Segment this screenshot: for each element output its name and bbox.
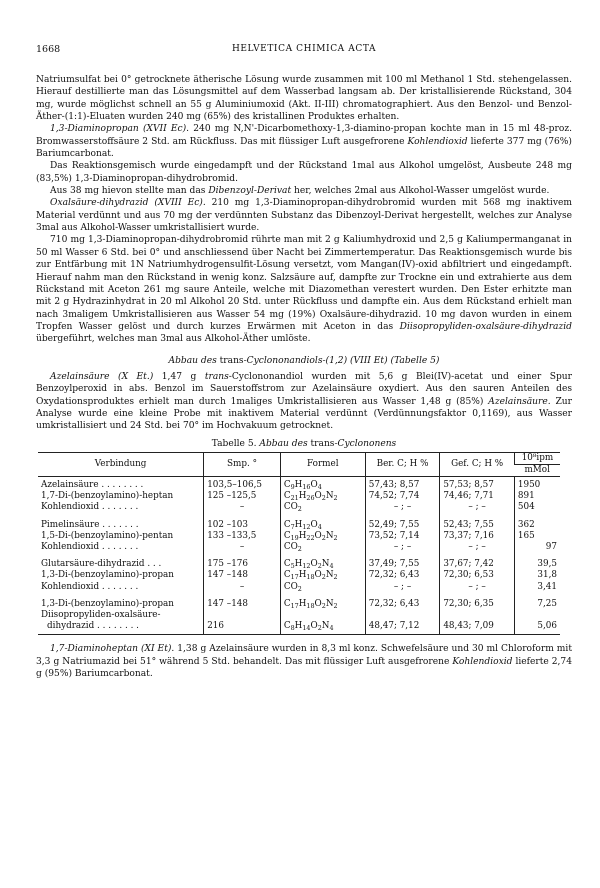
formula: $C_7H_{12}O_4$ [280, 514, 365, 531]
page-number: 1668 [36, 44, 61, 55]
compound-title: 1,3-Diaminopropan [50, 124, 139, 135]
header-gef: Gef. C; H % [440, 452, 515, 476]
table-caption: Tabelle 5. Abbau des trans-Cyclononens [211, 438, 397, 449]
header-mmol: mMol [514, 464, 560, 476]
paragraph-diaminopropan: 1,3-Diaminopropan (XVII Ec). 240 mg N,N'-Dicarbomethoxy-1,3-diamino-propan kochte man in 15 ml 48-proz. Bromwasserstoffsäure 2 Std. am Rückfluss. Das mit flüssiger Luft ausgefrorene Kohlendioxid lieferte 377 mg (76%) Bariumcarbonat. [36, 124, 572, 160]
header-formel: Formel [280, 452, 365, 476]
journal-title: HELVETICA CHIMICA ACTA [231, 44, 377, 54]
paragraph-reaktionsgemisch: Das Reaktionsgemisch wurde eingedampft und der Rückstand 1mal aus Alkohol umgelöst, Ausbeute 248 mg (83,5%) 1,3-Diaminopropan-dihydrobromid. [36, 161, 572, 184]
table-row: Kohlendioxid . . . . . . . – $CO_2$ – ; – – ; – 504 [38, 502, 560, 513]
paragraph-oxalsaeure: Oxalsäure-dihydrazid (XVIII Ec). 210 mg 1,3-Diaminopropan-dihydrobromid wurden mit 568 mg inaktivem Material verdünnt und aus 70 mg der verdünnten Substanz das Dibenzoyl-Derivat hergestellt, welches zur Analyse 3mal aus Alkohol-Wasser umkristallisiert wurde. [36, 198, 572, 234]
table-row: Kohlendioxid . . . . . . . – $CO_2$ – ; – – ; – 3,41 [38, 582, 560, 593]
compound-title: 1,7-Diaminoheptan [50, 644, 139, 655]
compound-title: Azelainsäure [50, 371, 110, 382]
table-row: Pimelinsäure . . . . . . . 102 –103 $C_7H_{12}O_4$ 52,49; 7,55 52,43; 7,55 362 [38, 514, 560, 531]
formula: $C_{17}H_{18}O_2N_2$ [280, 593, 365, 610]
paragraph-diaminoheptan: 1,7-Diaminoheptan (XI Et). 1,38 g Azelainsäure wurden in 8,3 ml konz. Schwefelsäure und 30 ml Chloroform mit 3,3 g Natriumazid bei 51° während 5 Std. behandelt. Das mit flüssiger Luft ausgefrorene Kohlendioxid lieferte 2,74 g (95%) Bariumcarbonat. [36, 644, 572, 680]
formula: $C_9H_{16}O_4$ [280, 477, 365, 492]
formula: $C_{19}H_{22}O_2N_2$ [280, 531, 365, 542]
paragraph-natriumsulfat: Natriumsulfat bei 0° getrocknete ätherische Lösung wurde zusammen mit 100 ml Methanol 1 Std. stehengelassen. Hierauf destillierte man das Lösungsmittel auf dem Wasserbad langsam ab. Der kristallisierende Rückstand, 304 mg, wurde möglichst schnell an 55 g Aluminiumoxid (Akt. II-III) chromatographiert. Aus den Benzol- und Benzol-Äther-(1:1)-Eluaten wurden 240 mg (65%) des kristallinen Produktes erhalten. [36, 75, 572, 123]
formula: $C_{21}H_{26}O_2N_2$ [280, 491, 365, 502]
section-heading: Abbau des trans-Cyclononandiols-(1,2) (VIII Et) (Tabelle 5) [168, 355, 440, 366]
paragraph-azelainsaeure: Azelainsäure (X Et.) 1,47 g trans-Cyclononandiol wurden mit 5,6 g Blei(IV)-acetat und einer Spur Benzoylperoxid in abs. Benzol im Sauerstoffstrom zur Azelainsäure oxydiert. Aus den sauren Anteilen des Oxydationsproduktes erhielt man durch 1maliges Umkristallisieren aus Wasser 1,48 g (85%) Azelainsäure. Zur Analyse wurde eine kleine Probe mit inaktivem Material verdünnt (Verdünnungsfaktor 0,1169), aus Wasser umkristallisiert und 24 Std. bei 70° im Hochvakuum getrocknet. [36, 371, 572, 432]
paragraph-710mg: 710 mg 1,3-Diaminopropan-dihydrobromid rührte man mit 2 g Kaliumhydroxid und 2,5 g Kaliumpermanganat in 50 ml Wasser 6 Std. bei 0° und anschliessend über Nacht bei Zimmertemperatur. Das Reaktionsgemisch wurde bis zur Entfärbung mit 1N Natriumhydrogensulfit-Lösung versetzt, vom Mangan(IV)-oxid abfiltriert und eingedampft. Hierauf nahm man den Rückstand in wenig konz. Salzsäure auf, dampfte zur Trockne ein und extrahierte aus dem Rückstand mit Aceton 261 mg saure Anteile, welche mit Diazomethan verestert wurden. Den Ester erhitzte man mit 2 g Hydrazinhydrat in 20 ml Alkohol 20 Std. unter Rückfluss und dampfte ein. Aus dem Rückstand erhielt man nach 3maligem Umkristallisieren aus Wasser 54 mg (19%) Oxalsäure-dihydrazid. 10 mg davon wurden in einem Tropfen Wasser gelöst und durch kurzes Erwärmen mit Aceton in das Diisopropyliden-oxalsäure-dihydrazid übergeführt, welches man 3mal aus Alkohol-Äther umlöste. [36, 235, 572, 345]
data-table [38, 452, 560, 636]
compound-ref: (XI Et). [140, 644, 175, 655]
formula: $C_{17}H_{18}O_2N_2$ [280, 570, 365, 581]
table-row: Diisopropyliden-oxalsäure- dihydrazid . . . . . . . . 216 $C_8H_{14}O_2N_4$ 48,47; 7,12 48,43; 7,09 5,06 [38, 610, 560, 635]
compound-ref: (XVIII Ec). [154, 198, 206, 209]
compound-ref: (XVII Ec). [142, 124, 190, 135]
compound-ref: (X Et.) [118, 371, 154, 382]
table-row: 1,7-Di-(benzoylamino)-heptan 125 –125,5 $C_{21}H_{26}O_2N_2$ 74,52; 7,74 74,46; 7,71 891 [38, 491, 560, 502]
formula: $CO_2$ [280, 542, 365, 553]
table-row: 1,3-Di-(benzoylamino)-propan 147 –148 $C_{17}H_{18}O_2N_2$ 72,32; 6,43 72,30; 6,35 7,25 [38, 593, 560, 610]
compound-title: Oxalsäure-dihydrazid [50, 198, 149, 209]
formula: $CO_2$ [280, 582, 365, 593]
table-row: 1,5-Di-(benzoylamino)-pentan 133 –133,5 $C_{19}H_{22}O_2N_2$ 73,52; 7,14 73,37; 7,16 165 [38, 531, 560, 542]
table-row: Azelainsäure . . . . . . . . 103,5–106,5 $C_9H_{16}O_4$ 57,43; 8,57 57,53; 8,57 1950 [38, 477, 560, 492]
formula: $CO_2$ [280, 502, 365, 513]
table-row: 1,3-Di-(benzoylamino)-propan 147 –148 $C_{17}H_{18}O_2N_2$ 72,32; 6,43 72,30; 6,53 31,8 [38, 570, 560, 581]
formula: $C_5H_{12}O_2N_4$ [280, 553, 365, 570]
header-smp: Smp. ° [204, 452, 281, 476]
header-verbindung: Verbindung [38, 452, 204, 476]
running-head [36, 44, 572, 60]
header-ipm: 10⁸ipm [514, 452, 560, 464]
paragraph-dibenzoyl: Aus 38 mg hievon stellte man das Dibenzoyl-Derivat her, welches 2mal aus Alkohol-Wasser umgelöst wurde. [50, 186, 550, 197]
formula: $C_8H_{14}O_2N_4$ [280, 610, 365, 635]
table-row: Kohlendioxid . . . . . . . – $CO_2$ – ; – – ; – 97 [38, 542, 560, 553]
table-row: Glutarsäure-dihydrazid . . . 175 –176 $C_5H_{12}O_2N_4$ 37,49; 7,55 37,67; 7,42 39,5 [38, 553, 560, 570]
header-ber: Ber. C; H % [365, 452, 440, 476]
